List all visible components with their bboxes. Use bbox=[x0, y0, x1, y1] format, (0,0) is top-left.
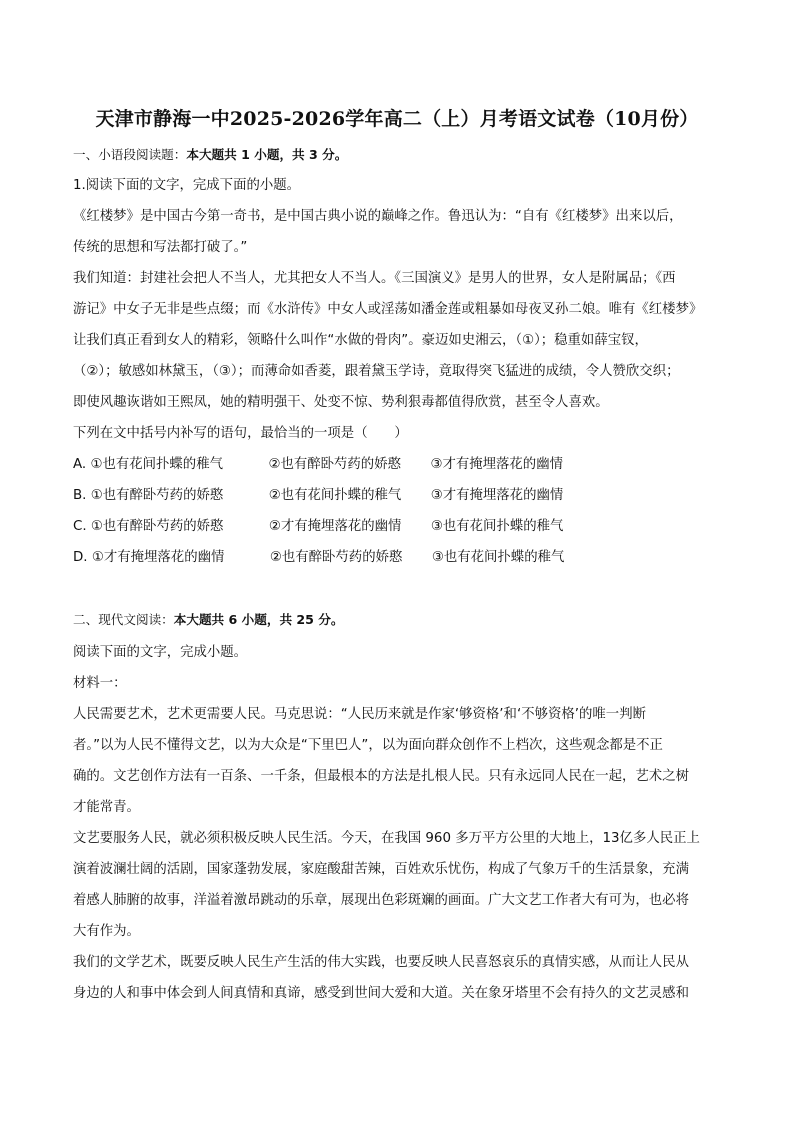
section-2-heading bbox=[73, 611, 344, 629]
passage-line: 文艺要服务人民，就必须积极反映人民生活。今天，在我国 960 多万平方公里的大地上，13亿多人民正上 bbox=[73, 831, 700, 846]
material-label: 材料一： bbox=[73, 676, 127, 691]
option-label: A. bbox=[73, 457, 87, 472]
section-2-heading-scoring: 本大题共 6 小题，共 25 分。 bbox=[173, 612, 344, 627]
passage-line: 大有作为。 bbox=[73, 924, 140, 939]
passage-line: 《红楼梦》是中国古今第一奇书，是中国古典小说的巅峰之作。鲁迅认为：“自有《红楼梦》出来以后， bbox=[73, 209, 683, 224]
option-label: B. bbox=[73, 488, 87, 503]
option-part-1: ①也有醉卧芍药的娇憨 bbox=[90, 488, 224, 503]
passage-line: 身边的人和事中体会到人间真情和真谛，感受到世间大爱和大道。关在象牙塔里不会有持久的文艺灵感和 bbox=[73, 986, 689, 1001]
option-part-3: ③也有花间扑蝶的稚气 bbox=[430, 519, 564, 534]
passage-line: 者。”以为人民不懂得文艺，以为大众是“下里巴人”，以为面向群众创作不上档次，这些观念都是不正 bbox=[73, 738, 663, 753]
question-1-intro: 1.阅读下面的文字，完成下面的小题。 bbox=[73, 178, 301, 193]
option-part-1: ①才有掩埋落花的幽情 bbox=[91, 550, 225, 565]
passage-line: 我们的文学艺术，既要反映人民生产生活的伟大实践，也要反映人民喜怒哀乐的真情实感，从而让人民从 bbox=[73, 955, 689, 970]
passage-line: 才能常青。 bbox=[73, 800, 140, 815]
section-1-heading bbox=[73, 146, 347, 164]
page-title: 天津市静海一中2025-2026学年高二（上）月考语文试卷（10月份） bbox=[95, 108, 699, 130]
option-label: C. bbox=[73, 519, 87, 534]
passage-line: 确的。文艺创作方法有一百条、一千条，但最根本的方法是扎根人民。只有永远同人民在一起，艺术之树 bbox=[73, 769, 689, 784]
option-part-3: ③才有掩埋落花的幽情 bbox=[430, 457, 563, 472]
option-part-3: ③也有花间扑蝶的稚气 bbox=[431, 550, 565, 565]
option-part-3: ③才有掩埋落花的幽情 bbox=[430, 488, 564, 503]
answer-option-b[interactable] bbox=[73, 487, 563, 505]
option-label: D. bbox=[73, 550, 88, 565]
option-part-1: ①也有花间扑蝶的稚气 bbox=[90, 457, 223, 472]
question-prompt: 下列在文中括号内补写的语句，最恰当的一项是（ ） bbox=[73, 426, 408, 441]
passage-line: （②）；敏感如林黛玉，（③）；而薄命如香菱，跟着黛玉学诗，竟取得突飞猛进的成绩，令人赞欣交织； bbox=[73, 364, 680, 379]
option-part-2: ②也有醉卧芍药的娇憨 bbox=[269, 550, 403, 565]
section-1-heading-prefix: 一、小语段阅读题： bbox=[73, 147, 187, 162]
option-part-1: ①也有醉卧芍药的娇憨 bbox=[90, 519, 224, 534]
passage-line: 让我们真正看到女人的精彩，领略什么叫作“水做的骨肉”。豪迈如史湘云，（①）；稳重如薛宝钗， bbox=[73, 333, 648, 348]
answer-option-c[interactable] bbox=[73, 518, 563, 536]
passage-line: 着感人肺腑的故事，洋溢着激昂跳动的乐章，展现出色彩斑斓的画面。广大文艺工作者大有可为，也必将 bbox=[73, 893, 689, 908]
passage-line: 演着波澜壮阔的活剧，国家蓬勃发展，家庭酸甜苦辣，百姓欢乐忧伤，构成了气象万千的生活景象，充满 bbox=[73, 862, 689, 877]
option-part-2: ②也有花间扑蝶的稚气 bbox=[268, 488, 402, 503]
passage-line: 人民需要艺术，艺术更需要人民。马克思说：“人民历来就是作家‘够资格’和‘不够资格’的唯一判断 bbox=[73, 707, 646, 722]
passage-line: 游记》中女子无非是些点缀；而《水浒传》中女人或淫荡如潘金莲或粗暴如母夜叉孙二娘。唯有《红楼梦》 bbox=[73, 302, 703, 317]
answer-option-d[interactable] bbox=[73, 549, 564, 567]
option-part-2: ②才有掩埋落花的幽情 bbox=[268, 519, 402, 534]
passage-line: 我们知道：封建社会把人不当人，尤其把女人不当人。《三国演义》是男人的世界，女人是附属品；《西 bbox=[73, 271, 676, 286]
section-2-intro: 阅读下面的文字，完成小题。 bbox=[73, 645, 248, 660]
answer-option-a[interactable] bbox=[73, 456, 563, 474]
passage-line: 即使风趣诙谐如王熙凤，她的精明强干、处变不惊、势利狠毒都值得欣赏，甚至令人喜欢。 bbox=[73, 395, 609, 410]
section-2-heading-prefix: 二、现代文阅读： bbox=[73, 612, 174, 627]
option-part-2: ②也有醉卧芍药的娇憨 bbox=[268, 457, 401, 472]
section-1-heading-scoring: 本大题共 1 小题，共 3 分。 bbox=[186, 147, 348, 162]
passage-line: 传统的思想和写法都打破了。” bbox=[73, 240, 248, 255]
